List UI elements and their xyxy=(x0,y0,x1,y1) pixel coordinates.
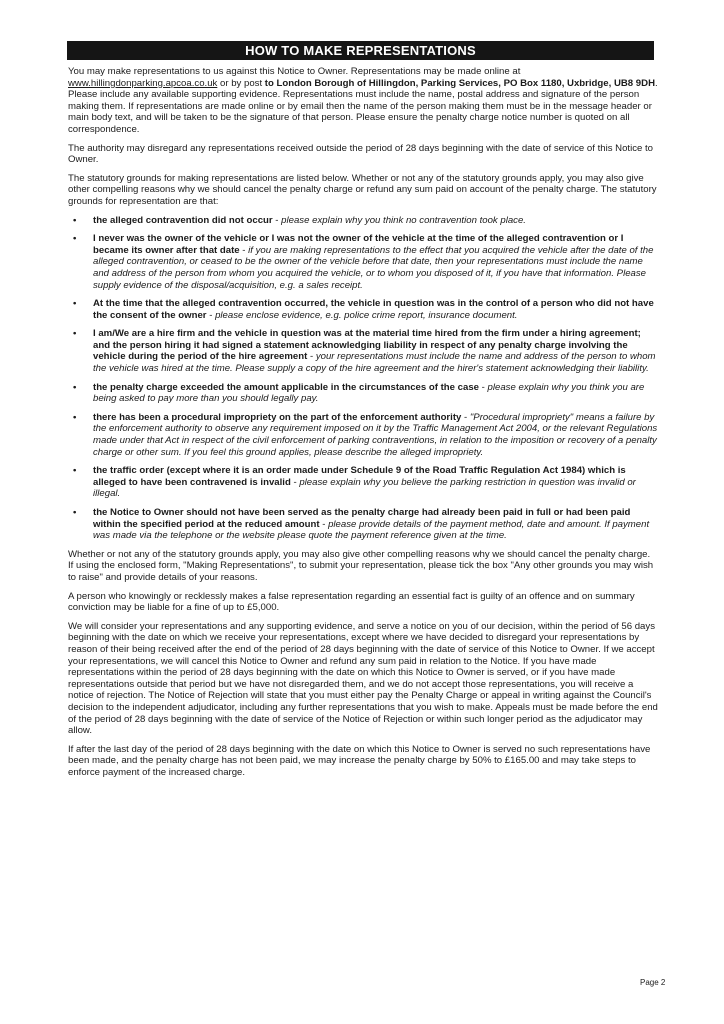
ground-separator: - xyxy=(272,214,282,226)
bullet-icon: • xyxy=(73,298,77,310)
ground-item xyxy=(68,298,658,321)
ground-heading: I am/We are a hire firm and the vehicle in question was at the material time hired from the firm under a hiring agreement; and the person hiring it had signed a statement acknowledging liability in respect of any penalty charge involving the vehicle during the period of the hire agreement xyxy=(93,328,641,363)
bullet-icon: • xyxy=(73,465,77,477)
disregard-paragraph: The authority may disregard any representations received outside the period of 28 days beginning with the date of service of this Notice to Owner. xyxy=(68,142,654,166)
ground-separator: - xyxy=(319,518,329,530)
statutory-grounds-list xyxy=(68,215,658,542)
parking-website-link[interactable]: www.hillingdonparking.apcoa.co.uk xyxy=(68,77,218,89)
bullet-icon: • xyxy=(73,411,77,423)
ground-heading: the traffic order (except where it is an order made under Schedule 9 of the Road Traffic Regulation Act 1984) which is alleged to have been contravened is invalid xyxy=(93,465,626,488)
ground-heading: the penalty charge exceeded the amount applicable in the circumstances of the case xyxy=(93,381,480,393)
ground-guidance: if you are making representations to the effect that you acquired the vehicle after the date of the alleged contravention, or ceased to be the owner of the vehicle before that date, then your representations must include the name and address of the person from whom you acquired the vehicle, or to whom you disposed of it, if you have that information. Please supply evidence of the disposal/acquisition, e.g. a sales receipt. xyxy=(93,244,654,291)
ground-separator: - xyxy=(239,244,249,256)
page-number: Page 2 xyxy=(640,978,666,987)
other-grounds-paragraph: Whether or not any of the statutory grounds apply, you may also give other compelling reasons why we should cancel the penalty charge. If using the enclosed form, "Making Representations", to submit your representation, please tick the box "Any other grounds you may wish to raise" and provide details of your reasons. xyxy=(68,548,654,583)
ground-heading: the Notice to Owner should not have been served as the penalty charge had already been paid in full or had been paid within the specified period at the reduced amount xyxy=(93,507,631,530)
ground-heading: the alleged contravention did not occur xyxy=(93,214,273,226)
intro-text-2: or by post xyxy=(217,77,265,89)
ground-separator: - xyxy=(290,476,300,488)
ground-item xyxy=(68,465,658,500)
ground-item xyxy=(68,412,658,458)
ground-guidance: your representations must include the name and address of the person to whom the vehicle was hired at the time. Please supply a copy of the hire agreement and the hirer's statement acknowledging their liability. xyxy=(93,351,656,375)
ground-heading: I never was the owner of the vehicle or I was not the owner of the vehicle at the time of the alleged contravention or I became its owner after that date xyxy=(93,233,624,256)
ground-item xyxy=(68,328,658,374)
ground-heading: there has been a procedural impropriety on the part of the enforcement authority xyxy=(93,411,462,423)
bullet-icon: • xyxy=(73,214,77,226)
intro-text-1: You may make representations to us against this Notice to Owner. Representations may be made online at xyxy=(68,66,521,77)
false-representation-paragraph: A person who knowingly or recklessly makes a false representation regarding an essential fact is guilty of an offence and on summary conviction may be liable for a fine of up to £5,000. xyxy=(68,590,635,614)
document-body xyxy=(68,66,658,785)
charge-increase-paragraph: If after the last day of the period of 28 days beginning with the date on which this Notice to Owner is served no such representations have been made, and the penalty charge has not been paid, we may increase the penalty charge by 50% to £165.00 and may take steps to enforce payment of the increased charge. xyxy=(68,743,651,778)
ground-item xyxy=(68,233,658,291)
ground-guidance: please explain why you think no contravention took place. xyxy=(281,214,526,226)
statutory-grounds-paragraph: The statutory grounds for making representations are listed below. Whether or not any of the statutory grounds apply, you may also give other compelling reasons why we should cancel the penalty charge or refund any sum paid on account of the penalty charge. The statutory grounds for representation are that: xyxy=(68,172,657,207)
ground-separator: - xyxy=(461,411,470,423)
consideration-paragraph: We will consider your representations and any supporting evidence, and serve a notice on you of our decision, within the period of 56 days beginning with the date on which we receive your representations, except where we have decided to disregard your representations by reason of their being received after the end of the period of 28 days beginning with the date of service of this Notice to Owner. If we accept your representations, we will cancel this Notice to Owner and refund any sum paid in relation to the Notice. If you have made representations within the period of 28 days beginning with the date on which this Notice to Owner is served, or if you have made representations outside that period but we have not disregarded them, and we do not accept those representations, you will receive a notice of rejection. The Notice of Rejection will state that you must either pay the Penalty Charge or appeal in writing against the Council's decision to the independent adjudicator, including any further representations that you wish to make. Appeals must be made before the end of the period of 28 days beginning with the date of service of the Notice of Rejection or within such longer period as the adjudicator may allow. xyxy=(68,620,658,737)
ground-item xyxy=(68,215,658,227)
ground-item xyxy=(68,382,658,405)
ground-guidance: please explain why you believe the parking restriction in question was invalid or illegal. xyxy=(93,476,636,500)
ground-guidance: please enclose evidence, e.g. police crime report, insurance document. xyxy=(215,309,518,321)
bullet-icon: • xyxy=(73,233,77,245)
ground-guidance: please explain why you think you are being asked to pay more than you should legally pay. xyxy=(93,381,645,405)
ground-item xyxy=(68,507,658,542)
section-title: HOW TO MAKE REPRESENTATIONS xyxy=(67,41,654,60)
ground-heading: At the time that the alleged contravention occurred, the vehicle in question was in the control of a person who did not have the consent of the owner xyxy=(93,298,654,321)
ground-separator: - xyxy=(307,351,316,363)
intro-text-3: . Please include any available supporting evidence. Representations must include the name, postal address and signature of the person making them. If representations are made online or by email then the name of the person making them must be in the message header or main body text, and will be taken to be the signature of that person. Please ensure the penalty charge notice number is quoted on all correspondence. xyxy=(68,77,658,135)
bullet-icon: • xyxy=(73,507,77,518)
bullet-icon: • xyxy=(73,328,77,340)
bullet-icon: • xyxy=(73,381,77,393)
ground-separator: - xyxy=(479,381,488,393)
ground-guidance: please provide details of the payment method, date and amount. If payment was made via the telephone or the website please quote the payment reference given at the time. xyxy=(93,518,650,542)
intro-paragraph xyxy=(68,66,658,136)
ground-separator: - xyxy=(206,309,216,321)
postal-address: to London Borough of Hillingdon, Parking Services, PO Box 1180, Uxbridge, UB8 9DH xyxy=(264,77,655,89)
ground-guidance: "Procedural impropriety" means a failure by the enforcement authority to observe any requirement imposed on it by the Traffic Management Act 2004, or the relevant Regulations made under that Act in respect of the civil enforcement of parking contraventions, in relation to the imposition or recovery of a penalty charge or other sum. If you feel this ground applies, please describe the alleged impropriety. xyxy=(93,411,658,458)
